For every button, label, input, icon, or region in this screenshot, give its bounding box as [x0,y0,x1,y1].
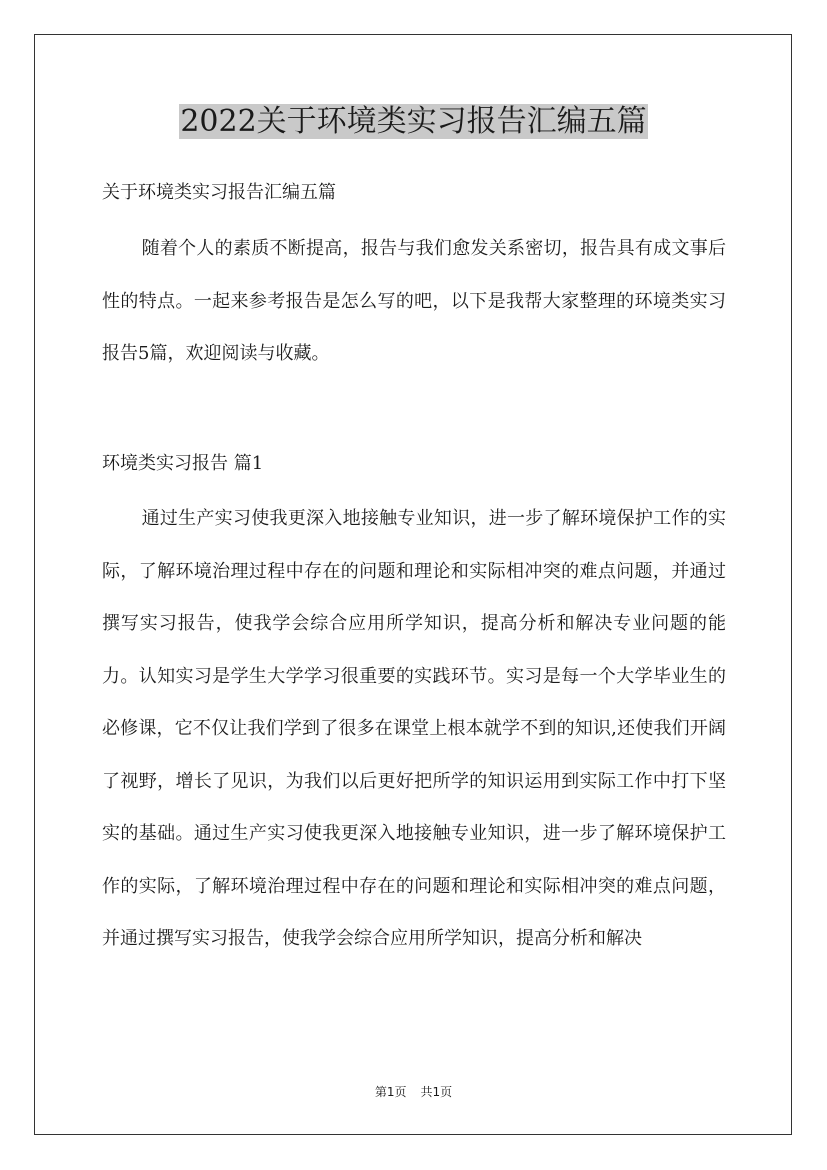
section-heading: 环境类实习报告 篇1 [102,453,264,474]
document-subtitle: 关于环境类实习报告汇编五篇 [102,182,336,203]
page-total: 共1页 [420,1085,453,1099]
document-title-text: 2022关于环境类实习报告汇编五篇 [180,104,647,139]
page-number: 第1页 [374,1085,407,1099]
intro-paragraph: 随着个人的素质不断提高，报告与我们愈发关系密切，报告具有成文事后性的特点。一起来参考报告是怎么写的吧，以下是我帮大家整理的环境类实习报告5篇，欢迎阅读与收藏。 [102,238,726,364]
page-footer [0,1083,827,1101]
section-paragraph: 通过生产实习使我更深入地接触专业知识，进一步了解环境保护工作的实际，了解环境治理过程中存在的问题和理论和实际相冲突的难点问题，并通过撰写实习报告，使我学会综合应用所学知识，提高分析和解决专业问题的能力。认知实习是学生大学学习很重要的实践环节。实习是每一个大学毕业生的必修课，它不仅让我们学到了很多在课堂上根本就学不到的知识,还使我们开阔了视野，增长了见识，为我们以后更好把所学的知识运用到实际工作中打下坚实的基础。通过生产实习使我更深入地接触专业知识，进一步了解环境保护工作的实际，了解环境治理过程中存在的问题和理论和实际相冲突的难点问题，并通过撰写实习报告，使我学会综合应用所学知识，提高分析和解决 [102,508,726,949]
document-title [0,100,827,144]
